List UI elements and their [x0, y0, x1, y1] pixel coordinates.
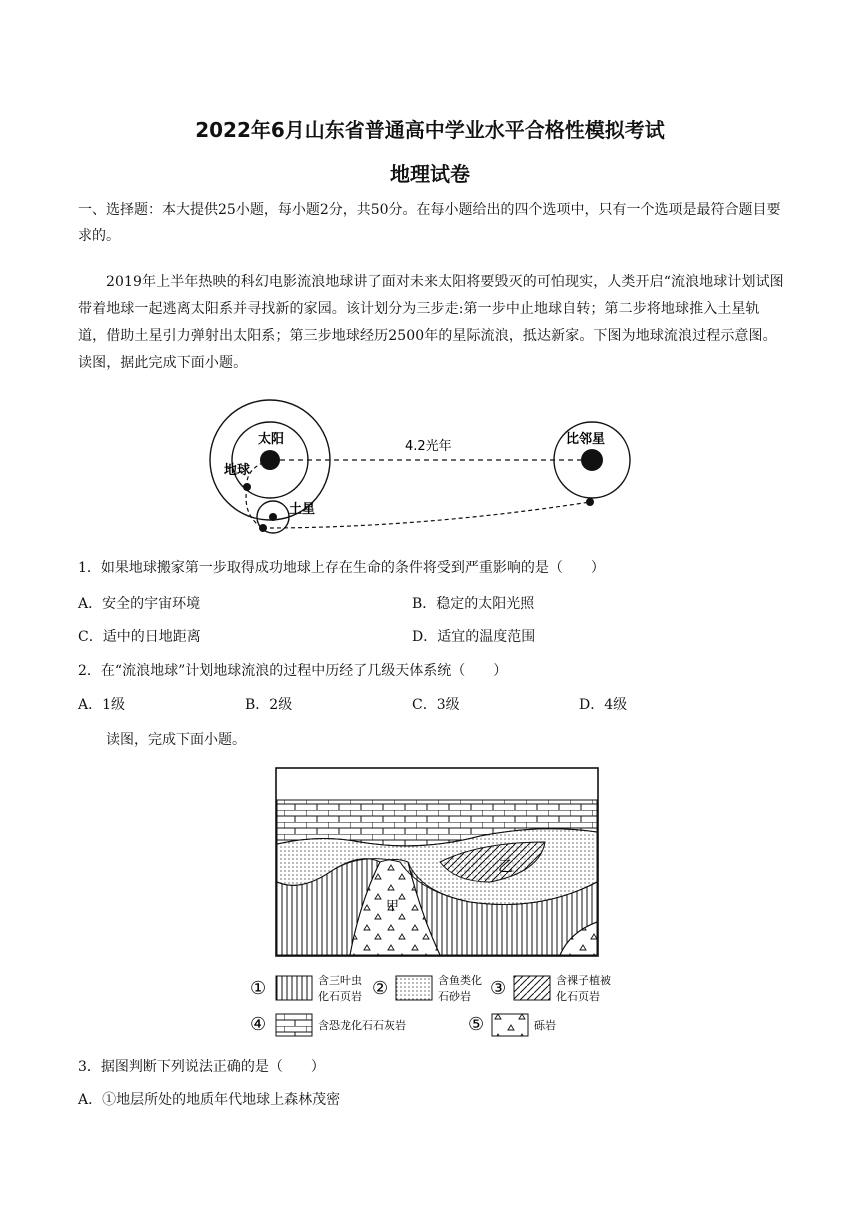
distance-label: 4.2光年: [405, 439, 452, 454]
legend-4-num: ④: [250, 1014, 267, 1035]
q1-option-d[interactable]: D．适宜的温度范围: [412, 629, 536, 645]
exam-title: 2022年6月山东省普通高中学业水平合格性模拟考试: [195, 118, 665, 142]
q3-option-a[interactable]: A．①地层所处的地质年代地球上森林茂密: [78, 1092, 341, 1108]
legend-2-num: ②: [372, 978, 389, 999]
q1-option-b[interactable]: B．稳定的太阳光照: [412, 596, 535, 612]
wandering-earth-diagram: [200, 398, 640, 546]
earth-dot-arrival: [586, 498, 594, 506]
saturn-label: 土星: [289, 502, 316, 517]
proxima-label: 比邻星: [566, 432, 606, 447]
sun-label: 太阳: [258, 432, 285, 447]
passage-2: 读图，完成下面小题。: [106, 732, 246, 748]
label-yi: 乙: [498, 857, 514, 875]
earth-label: 地球: [224, 463, 251, 478]
q1-option-c[interactable]: C．适中的日地距离: [78, 629, 201, 645]
legend-3-swatch: [514, 976, 550, 1000]
exam-subtitle: 地理试卷: [390, 162, 470, 186]
q3-stem: 3．据图判断下列说法正确的是（ ）: [78, 1059, 325, 1075]
legend-2-text-a: 含鱼类化: [438, 974, 482, 987]
legend-3-num: ③: [490, 978, 507, 999]
legend-2-text-b: 石砂岩: [438, 990, 471, 1003]
legend-3-text-b: 化石页岩: [556, 990, 600, 1003]
q1-option-a[interactable]: A．安全的宇宙环境: [78, 596, 201, 612]
q2-stem: 2．在“流浪地球”计划地球流浪的过程中历经了几级天体系统（ ）: [78, 663, 508, 679]
legend-4-text: 含恐龙化石石灰岩: [318, 1019, 406, 1032]
saturn-dot: [269, 513, 277, 521]
q2-option-b[interactable]: B．2级: [245, 697, 293, 713]
q1-stem: 1．如果地球搬家第一步取得成功地球上存在生命的条件将受到严重影响的是（ ）: [78, 560, 605, 576]
legend-2-swatch: [396, 976, 432, 1000]
label-jia: 甲: [386, 899, 400, 914]
earth-dot-saturn: [259, 524, 267, 532]
proxima-dot: [581, 449, 603, 471]
legend-1-swatch: [276, 976, 312, 1000]
legend-1-text-b: 化石页岩: [318, 990, 362, 1003]
legend-3-text-a: 含裸子植被: [556, 974, 611, 987]
legend-5-num: ⑤: [468, 1014, 485, 1035]
section-intro: 一、选择题：本大提供25小题，每小题2分，共50分。在每小题给出的四个选项中，只有一个选项是最符合题目要求的。: [78, 202, 781, 244]
legend-5-swatch: [492, 1014, 528, 1036]
strata-diagram: [240, 762, 630, 1042]
q2-option-d[interactable]: D．4级: [579, 697, 628, 713]
q2-option-c[interactable]: C．3级: [412, 697, 460, 713]
legend-1-text-a: 含三叶虫: [318, 974, 362, 987]
earth-dot: [243, 483, 251, 491]
legend-4-swatch: [276, 1014, 312, 1036]
legend-5-text: 砾岩: [534, 1019, 556, 1032]
legend-1-num: ①: [250, 978, 267, 999]
passage-1: 2019年上半年热映的科幻电影流浪地球讲了面对未来太阳将要毁灭的可怕现实，人类开启“流浪地球计划试图带着地球一起逃离太阳系并寻找新的家园。该计划分为三步走:第一步中止地球自转；第二步将地球推入土星轨道，借助土星引力弹射出太阳系；第三步地球经历2500年的星际流浪，抵达新家。下图为地球流浪过程示意图。读图，据此完成下面小题。: [78, 274, 784, 371]
q2-option-a[interactable]: A．1级: [78, 697, 126, 713]
